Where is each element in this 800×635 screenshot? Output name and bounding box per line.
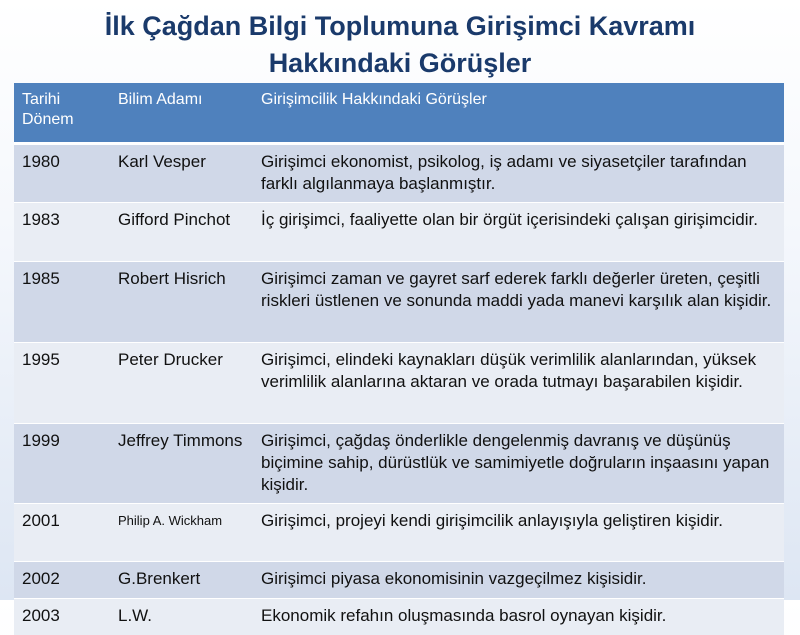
cell-views: Girişimci zaman ve gayret sarf ederek farklı değerler üreten, çeşitli riskleri üstlenen ve sonunda maddi yada manevi karşılık alan kişidir. <box>253 262 784 343</box>
cell-scientist: Peter Drucker <box>110 343 253 424</box>
cell-date: 1983 <box>14 203 110 262</box>
cell-scientist: L.W. <box>110 599 253 635</box>
table-row <box>14 424 784 504</box>
header-date: Tarihi Dönem <box>14 83 110 144</box>
cell-views: Girişimci ekonomist, psikolog, iş adamı ve siyasetçiler tarafından farklı algılanmaya başlanmıştır. <box>253 144 784 203</box>
cell-scientist: Karl Vesper <box>110 144 253 203</box>
cell-scientist: Robert Hisrich <box>110 262 253 343</box>
cell-scientist: Philip A. Wickham <box>110 504 253 562</box>
table-row <box>14 203 784 262</box>
cell-date: 1985 <box>14 262 110 343</box>
cell-date: 2003 <box>14 599 110 635</box>
table-row <box>14 599 784 635</box>
cell-date: 2002 <box>14 562 110 599</box>
cell-scientist: Jeffrey Timmons <box>110 424 253 504</box>
cell-date: 1995 <box>14 343 110 424</box>
table-row <box>14 144 784 203</box>
views-table <box>14 83 784 635</box>
cell-scientist: G.Brenkert <box>110 562 253 599</box>
cell-date: 2001 <box>14 504 110 562</box>
cell-date: 1999 <box>14 424 110 504</box>
cell-views: Girişimci, projeyi kendi girişimcilik anlayışıyla geliştiren kişidir. <box>253 504 784 562</box>
cell-views: Girişimci piyasa ekonomisinin vazgeçilmez kişisidir. <box>253 562 784 599</box>
cell-views: Ekonomik refahın oluşmasında basrol oynayan kişidir. <box>253 599 784 635</box>
table-header-row <box>14 83 784 144</box>
table-row <box>14 504 784 562</box>
cell-views: İç girişimci, faaliyette olan bir örgüt içerisindeki çalışan girişimcidir. <box>253 203 784 262</box>
table-row <box>14 562 784 599</box>
header-scientist: Bilim Adamı <box>110 83 253 144</box>
table-row <box>14 343 784 424</box>
slide-title-line-1: İlk Çağdan Bilgi Toplumuna Girişimci Kavramı <box>0 8 800 45</box>
header-views: Girişimcilik Hakkındaki Görüşler <box>253 83 784 144</box>
slide-title <box>0 8 800 82</box>
table-row <box>14 262 784 343</box>
slide-title-line-2: Hakkındaki Görüşler <box>0 45 800 82</box>
cell-views: Girişimci, elindeki kaynakları düşük verimlilik alanlarından, yüksek verimlilik alanlarına aktaran ve orada tutmayı başarabilen kişidir. <box>253 343 784 424</box>
views-table-container <box>14 83 784 600</box>
cell-date: 1980 <box>14 144 110 203</box>
cell-scientist: Gifford Pinchot <box>110 203 253 262</box>
cell-views: Girişimci, çağdaş önderlikle dengelenmiş davranış ve düşünüş biçimine sahip, dürüstlük ve samimiyetle doğruların inşaasını yapan kişidir. <box>253 424 784 504</box>
